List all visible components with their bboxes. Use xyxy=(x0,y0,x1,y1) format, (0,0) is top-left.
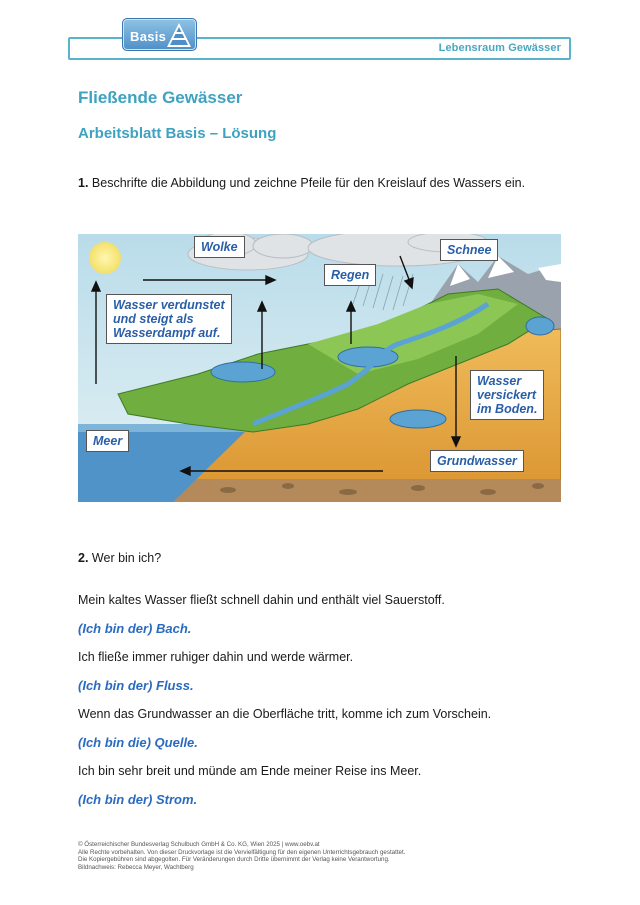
task-2-text: Wer bin ich? xyxy=(91,551,162,565)
header-subject: Lebensraum Gewässer xyxy=(438,42,561,54)
label-seepage-line-3: im Boden. xyxy=(477,402,538,416)
water-cycle-illustration xyxy=(78,234,561,502)
label-rain: Regen xyxy=(324,264,376,286)
label-cloud: Wolke xyxy=(194,236,245,258)
sun xyxy=(89,242,121,274)
task-2 xyxy=(78,551,161,565)
label-evaporation xyxy=(106,294,232,344)
label-sea: Meer xyxy=(86,430,129,452)
riddle-question-2: Ich fließe immer ruhiger dahin und werde wärmer. xyxy=(78,650,354,664)
page-subtitle: Arbeitsblatt Basis – Lösung xyxy=(78,125,277,142)
badge-label: Basis xyxy=(130,29,167,44)
footer-line-3: Die Kopiergebühren sind abgegolten. Für Veränderungen durch Dritte übernimmt der Verlag keine Verantwortung. xyxy=(78,856,390,863)
label-evaporation-line-1: Wasser verdunstet xyxy=(113,298,225,312)
label-seepage-line-1: Wasser xyxy=(477,374,522,388)
label-groundwater: Grundwasser xyxy=(430,450,524,472)
task-1 xyxy=(78,176,525,190)
label-seepage-line-2: versickert xyxy=(477,388,537,402)
riddle-answer-1: (Ich bin der) Bach. xyxy=(78,621,192,636)
basis-badge xyxy=(122,18,197,51)
triangle-logo-icon xyxy=(166,22,192,48)
footer-line-1: © Österreichischer Bundesverlag Schulbuch GmbH & Co. KG, Wien 2025 | www.oebv.at xyxy=(78,841,320,848)
task-1-number: 1. xyxy=(78,176,89,190)
task-1-text: Beschrifte die Abbildung und zeichne Pfeile für den Kreislauf des Wassers ein. xyxy=(91,176,526,190)
riddle-question-4: Ich bin sehr breit und münde am Ende meiner Reise ins Meer. xyxy=(78,764,422,778)
footer xyxy=(78,841,405,871)
riddle-answer-3: (Ich bin die) Quelle. xyxy=(78,735,198,750)
label-snow: Schnee xyxy=(440,239,498,261)
page-title: Fließende Gewässer xyxy=(78,88,243,107)
task-2-number: 2. xyxy=(78,551,89,565)
riddle-answer-2: (Ich bin der) Fluss. xyxy=(78,678,194,693)
riddle-question-1: Mein kaltes Wasser fließt schnell dahin und enthält viel Sauerstoff. xyxy=(78,593,445,607)
footer-line-4: Bildnachweis: Rebecca Meyer, Wachtberg xyxy=(78,863,194,871)
footer-line-2: Alle Rechte vorbehalten. Von dieser Druckvorlage ist die Vervielfältigung für den eigenen Unterrichtsgebrauch gestattet. xyxy=(78,848,406,856)
label-evaporation-line-3: Wasserdampf auf. xyxy=(113,326,221,340)
riddle-answer-4: (Ich bin der) Strom. xyxy=(78,792,198,807)
label-evaporation-line-2: und steigt als xyxy=(113,312,194,326)
riddle-question-3: Wenn das Grundwasser an die Oberfläche tritt, komme ich zum Vorschein. xyxy=(78,707,492,721)
label-seepage xyxy=(470,370,544,420)
